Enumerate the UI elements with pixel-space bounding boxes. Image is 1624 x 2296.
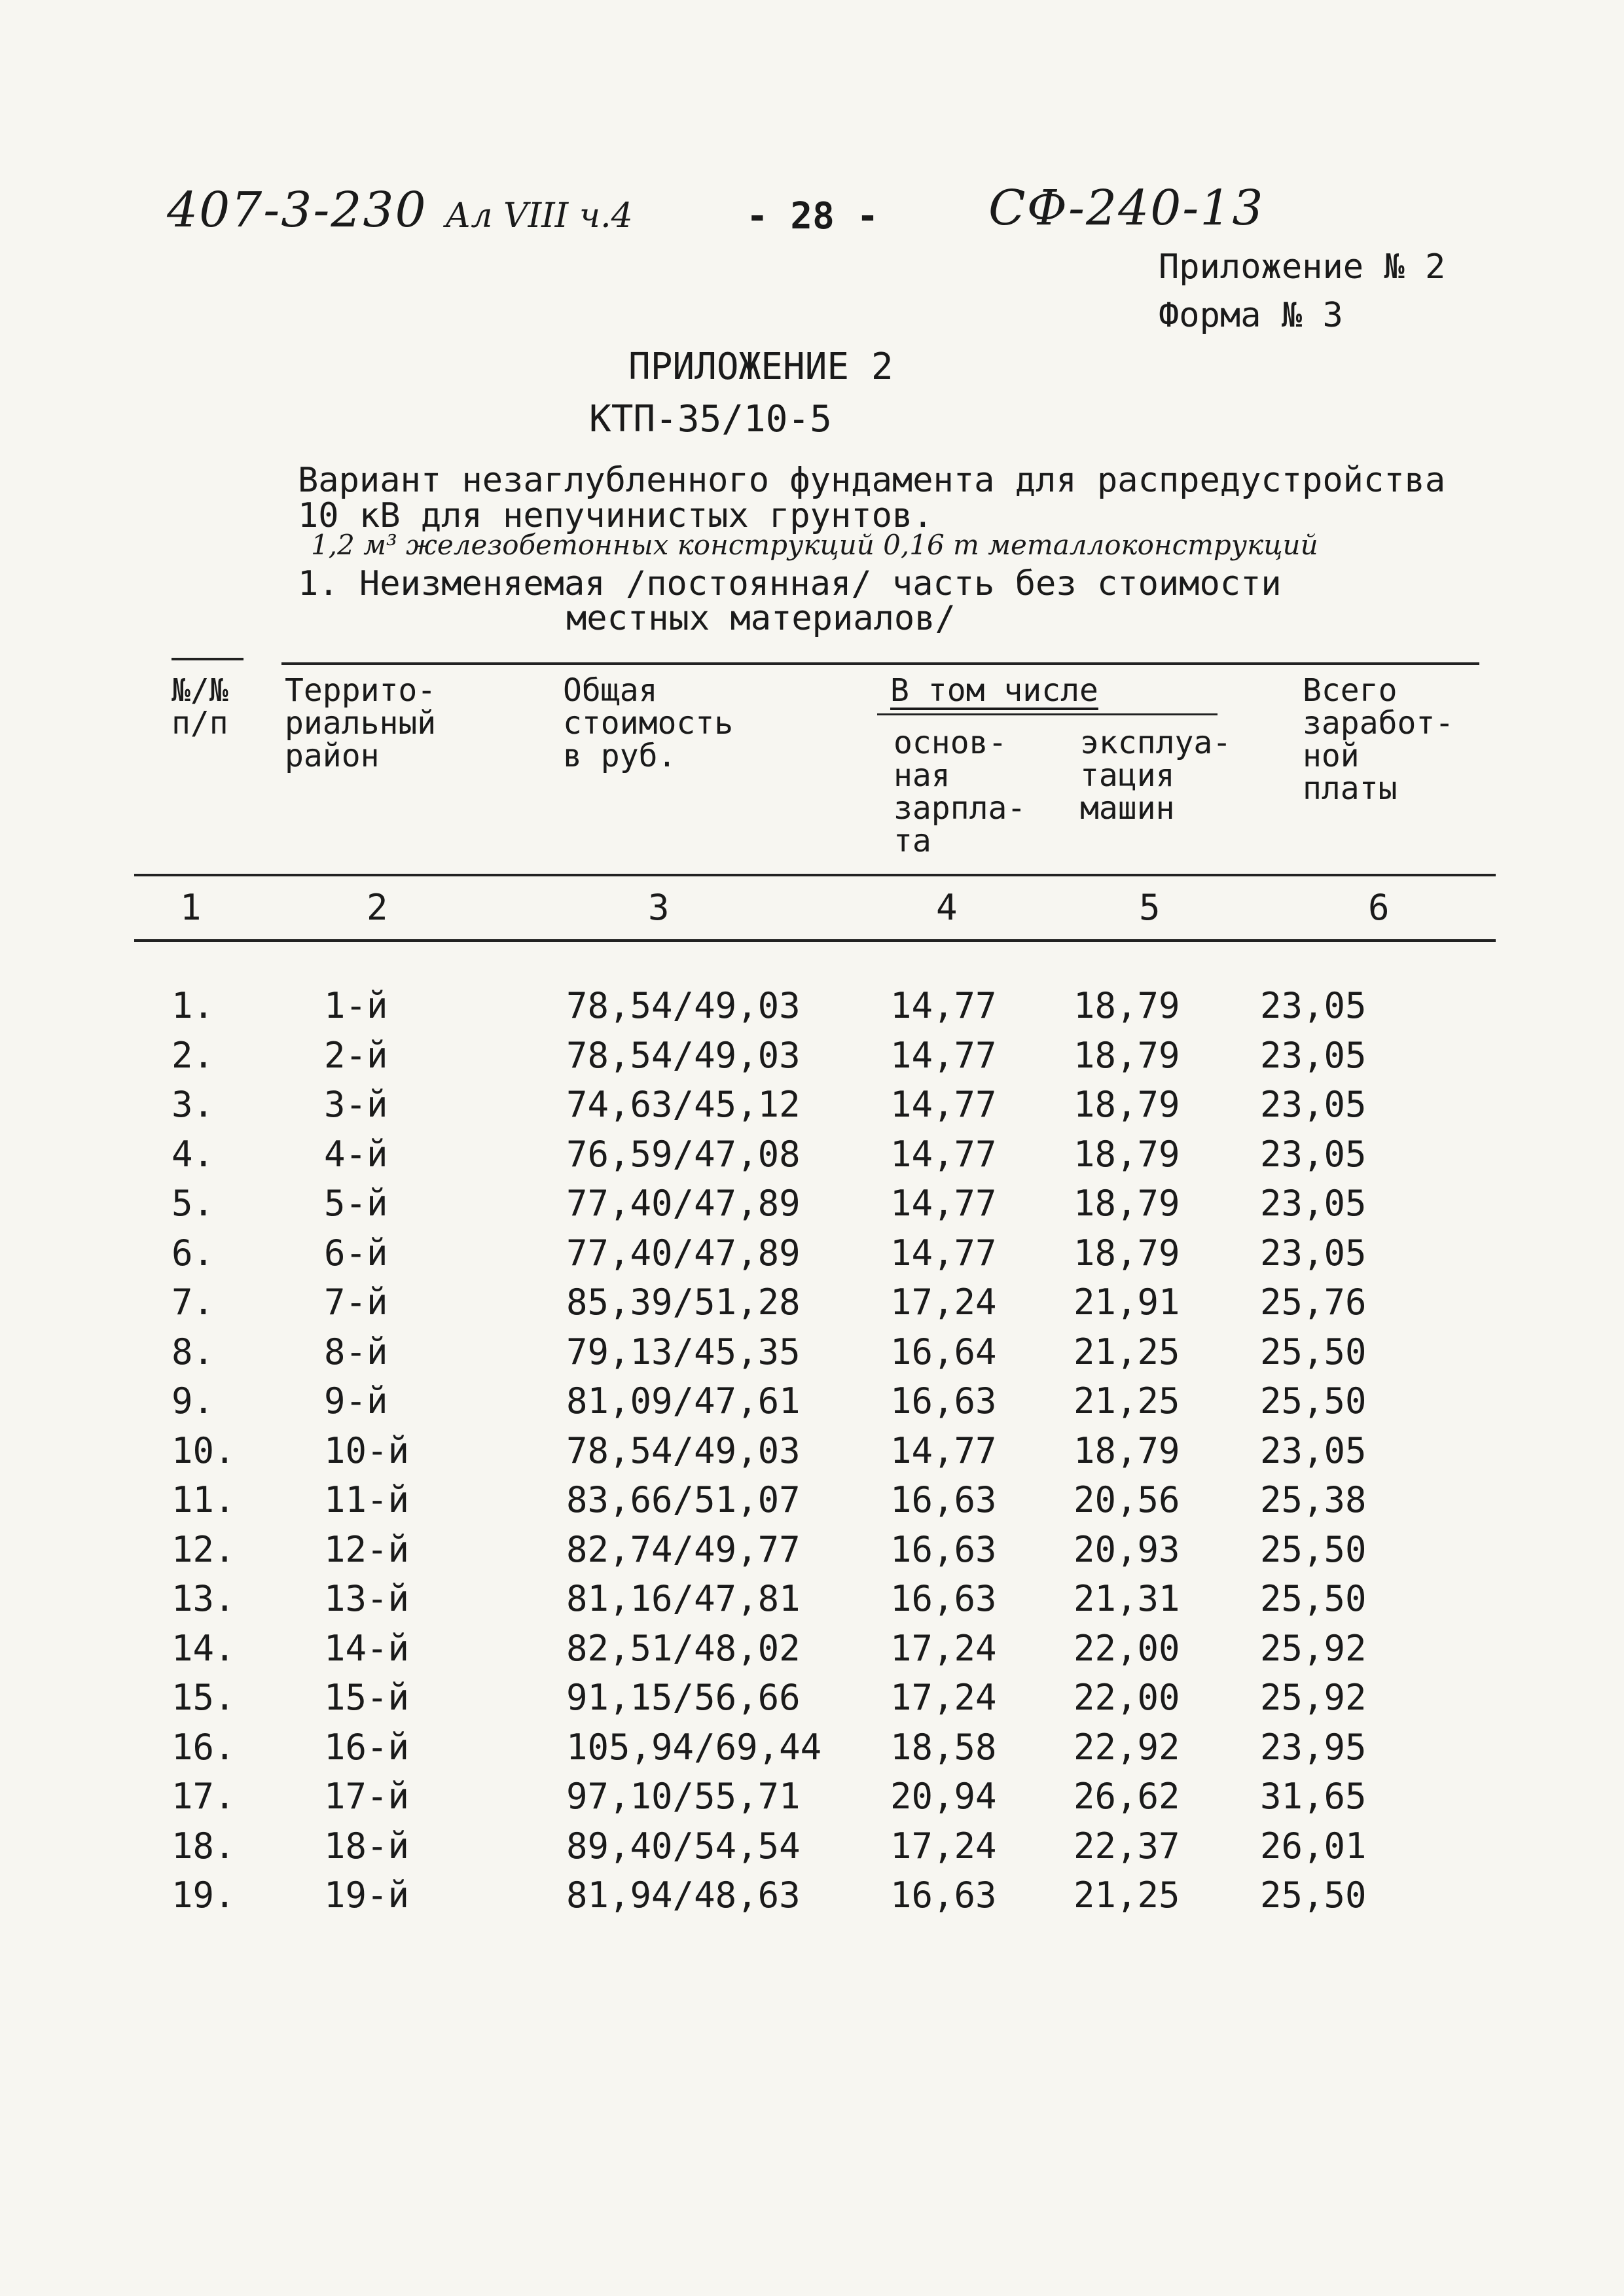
cell-region: 13-й [324, 1578, 410, 1619]
cell-base-salary: 17,24 [890, 1825, 997, 1867]
cell-total-cost: 77,40/47,89 [566, 1183, 801, 1224]
handwritten-album: Ал VIII ч.4 [445, 196, 633, 236]
cell-region: 7-й [324, 1282, 388, 1323]
col-header-number: №/№ п/п [171, 672, 228, 742]
cell-row-number: 14. [171, 1628, 236, 1669]
cell-row-number: 10. [171, 1430, 236, 1471]
cell-base-salary: 17,24 [890, 1282, 997, 1323]
cell-total-cost: 82,74/49,77 [566, 1529, 801, 1570]
cell-machine-operation: 20,56 [1074, 1479, 1180, 1520]
cell-total-wages: 25,50 [1260, 1529, 1367, 1570]
cell-total-wages: 25,50 [1260, 1874, 1367, 1916]
cell-base-salary: 14,77 [890, 1183, 997, 1224]
cell-machine-operation: 22,37 [1074, 1825, 1180, 1867]
cell-row-number: 13. [171, 1578, 236, 1619]
cell-row-number: 8. [171, 1331, 215, 1372]
cell-row-number: 9. [171, 1380, 215, 1422]
cell-machine-operation: 21,31 [1074, 1578, 1180, 1619]
cell-total-cost: 78,54/49,03 [566, 1035, 801, 1076]
cell-region: 1-й [324, 985, 388, 1026]
cell-total-wages: 25,50 [1260, 1578, 1367, 1619]
cell-base-salary: 18,58 [890, 1727, 997, 1768]
cell-region: 6-й [324, 1232, 388, 1274]
cell-base-salary: 14,77 [890, 1430, 997, 1471]
cell-machine-operation: 20,93 [1074, 1529, 1180, 1570]
cell-region: 19-й [324, 1874, 410, 1916]
cell-machine-operation: 18,79 [1074, 1232, 1180, 1274]
substation-code: КТП-35/10-5 [589, 398, 832, 440]
cell-region: 17-й [324, 1776, 410, 1817]
col-header-base-salary: основ- ная зарпла- та [893, 725, 1026, 859]
cell-base-salary: 20,94 [890, 1776, 997, 1817]
cell-total-cost: 81,16/47,81 [566, 1578, 801, 1619]
cell-region: 5-й [324, 1183, 388, 1224]
description-line-4: местных материалов/ [566, 599, 956, 638]
cell-total-cost: 74,63/45,12 [566, 1084, 801, 1125]
cell-base-salary: 16,63 [890, 1529, 997, 1570]
cell-total-cost: 85,39/51,28 [566, 1282, 801, 1323]
description-line-3: 1. Неизменяемая /постоянная/ часть без стоимости [298, 564, 1282, 603]
cell-region: 18-й [324, 1825, 410, 1867]
cell-region: 16-й [324, 1727, 410, 1768]
cell-row-number: 11. [171, 1479, 236, 1520]
cell-row-number: 4. [171, 1134, 215, 1175]
cell-total-wages: 23,05 [1260, 1430, 1367, 1471]
cell-base-salary: 14,77 [890, 1035, 997, 1076]
cell-total-cost: 77,40/47,89 [566, 1232, 801, 1274]
cell-region: 10-й [324, 1430, 410, 1471]
cell-machine-operation: 21,25 [1074, 1874, 1180, 1916]
col-header-total-wages: Всего заработ- ной платы [1303, 672, 1454, 807]
cell-total-cost: 81,09/47,61 [566, 1380, 801, 1422]
cell-total-cost: 76,59/47,08 [566, 1134, 801, 1175]
cell-base-salary: 14,77 [890, 1134, 997, 1175]
col-number-3: 3 [648, 887, 670, 928]
col-header-total-cost: Общая стоимость в руб. [563, 672, 734, 774]
cell-row-number: 2. [171, 1035, 215, 1076]
cell-region: 8-й [324, 1331, 388, 1372]
cell-machine-operation: 21,91 [1074, 1282, 1180, 1323]
cell-machine-operation: 18,79 [1074, 1084, 1180, 1125]
cell-region: 9-й [324, 1380, 388, 1422]
cell-total-cost: 97,10/55,71 [566, 1776, 801, 1817]
cell-base-salary: 16,63 [890, 1874, 997, 1916]
col-number-2: 2 [367, 887, 388, 928]
cell-machine-operation: 22,92 [1074, 1727, 1180, 1768]
cell-total-wages: 23,05 [1260, 1134, 1367, 1175]
cell-base-salary: 14,77 [890, 1232, 997, 1274]
cell-total-wages: 23,05 [1260, 1183, 1367, 1224]
cell-row-number: 18. [171, 1825, 236, 1867]
cell-machine-operation: 22,00 [1074, 1677, 1180, 1718]
group-underline [877, 713, 1218, 715]
cell-total-wages: 23,05 [1260, 1232, 1367, 1274]
cell-row-number: 19. [171, 1874, 236, 1916]
cell-total-cost: 91,15/56,66 [566, 1677, 801, 1718]
handwritten-sheet-code: СФ-240-13 [988, 180, 1265, 236]
cell-machine-operation: 22,00 [1074, 1628, 1180, 1669]
col-number-6: 6 [1368, 887, 1390, 928]
cell-row-number: 5. [171, 1183, 215, 1224]
cell-base-salary: 16,63 [890, 1479, 997, 1520]
col-number-1: 1 [180, 887, 202, 928]
cell-base-salary: 17,24 [890, 1628, 997, 1669]
cell-base-salary: 16,63 [890, 1578, 997, 1619]
col-header-region: Террито- риальный район [285, 672, 437, 774]
header-rule-short [171, 658, 244, 660]
col-header-machine-operation: эксплуа- тация машин [1080, 725, 1232, 827]
handwritten-note: 1,2 м³ железобетонных конструкций 0,16 т металлоконструкций [311, 529, 1318, 561]
cell-machine-operation: 18,79 [1074, 1134, 1180, 1175]
cell-row-number: 7. [171, 1282, 215, 1323]
cell-total-cost: 83,66/51,07 [566, 1479, 801, 1520]
appendix-reference: Приложение № 2 [1159, 247, 1446, 287]
cell-region: 2-й [324, 1035, 388, 1076]
cell-row-number: 3. [171, 1084, 215, 1125]
col-header-group-including: В том числе [890, 672, 1098, 709]
cell-machine-operation: 18,79 [1074, 1183, 1180, 1224]
cell-base-salary: 17,24 [890, 1677, 997, 1718]
cell-machine-operation: 18,79 [1074, 1430, 1180, 1471]
header-rule-top [281, 662, 1479, 665]
description-line-1: Вариант незаглубленного фундамента для распредустройства [298, 461, 1446, 500]
description-line-2: 10 кВ для непучинистых грунтов. [298, 496, 933, 535]
cell-total-wages: 25,92 [1260, 1628, 1367, 1669]
cell-row-number: 6. [171, 1232, 215, 1274]
cell-row-number: 12. [171, 1529, 236, 1570]
form-reference: Форма № 3 [1159, 296, 1343, 335]
cell-total-wages: 25,76 [1260, 1282, 1367, 1323]
cell-machine-operation: 26,62 [1074, 1776, 1180, 1817]
cell-row-number: 1. [171, 985, 215, 1026]
cell-total-cost: 79,13/45,35 [566, 1331, 801, 1372]
cell-machine-operation: 18,79 [1074, 985, 1180, 1026]
cell-total-wages: 25,50 [1260, 1331, 1367, 1372]
cell-total-wages: 23,05 [1260, 1035, 1367, 1076]
cell-total-wages: 23,05 [1260, 985, 1367, 1026]
cell-row-number: 17. [171, 1776, 236, 1817]
column-numbers-rule [134, 939, 1496, 942]
cell-base-salary: 16,64 [890, 1331, 997, 1372]
col-number-4: 4 [936, 887, 958, 928]
appendix-title: ПРИЛОЖЕНИЕ 2 [628, 346, 893, 388]
cell-machine-operation: 21,25 [1074, 1380, 1180, 1422]
cell-region: 14-й [324, 1628, 410, 1669]
cell-base-salary: 16,63 [890, 1380, 997, 1422]
header-rule-bottom [134, 874, 1496, 876]
page-number: - 28 - [746, 195, 879, 238]
cell-region: 15-й [324, 1677, 410, 1718]
cell-row-number: 15. [171, 1677, 236, 1718]
cell-total-wages: 23,95 [1260, 1727, 1367, 1768]
cell-row-number: 16. [171, 1727, 236, 1768]
cell-region: 12-й [324, 1529, 410, 1570]
cell-machine-operation: 21,25 [1074, 1331, 1180, 1372]
cell-total-cost: 89,40/54,54 [566, 1825, 801, 1867]
cell-base-salary: 14,77 [890, 1084, 997, 1125]
cell-total-cost: 78,54/49,03 [566, 985, 801, 1026]
cell-region: 11-й [324, 1479, 410, 1520]
cell-total-cost: 105,94/69,44 [566, 1727, 822, 1768]
cell-region: 4-й [324, 1134, 388, 1175]
cell-base-salary: 14,77 [890, 985, 997, 1026]
cell-total-wages: 25,38 [1260, 1479, 1367, 1520]
handwritten-document-code: 407-3-230 [167, 182, 427, 238]
cell-total-cost: 78,54/49,03 [566, 1430, 801, 1471]
cell-total-cost: 81,94/48,63 [566, 1874, 801, 1916]
cell-total-wages: 23,05 [1260, 1084, 1367, 1125]
col-number-5: 5 [1139, 887, 1161, 928]
cell-total-wages: 25,50 [1260, 1380, 1367, 1422]
cell-total-wages: 31,65 [1260, 1776, 1367, 1817]
cell-machine-operation: 18,79 [1074, 1035, 1180, 1076]
cell-total-cost: 82,51/48,02 [566, 1628, 801, 1669]
cell-total-wages: 26,01 [1260, 1825, 1367, 1867]
cell-total-wages: 25,92 [1260, 1677, 1367, 1718]
cell-region: 3-й [324, 1084, 388, 1125]
